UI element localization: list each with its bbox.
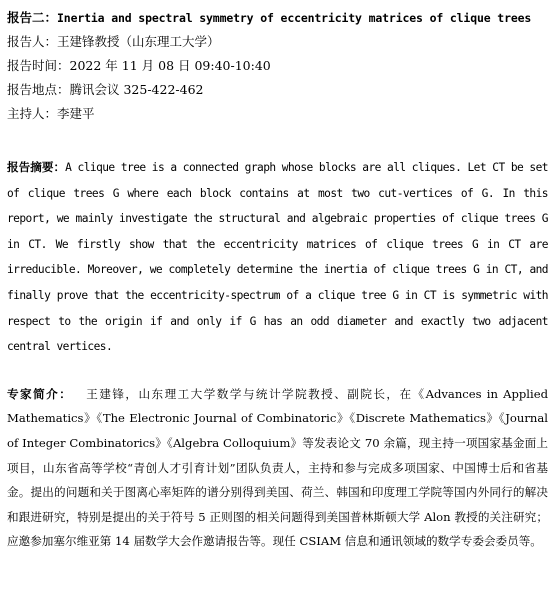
bio-paragraph <box>7 382 548 554</box>
bio-label: 专家简介： <box>7 386 73 401</box>
time-line: 报告时间：2022 年 11 月 08 日 09:40-10:40 <box>7 58 271 73</box>
host-line: 主持人：李建平 <box>7 106 95 121</box>
location-line: 报告地点：腾讯会议 325-422-462 <box>7 82 204 97</box>
spacer <box>7 126 548 155</box>
bio-text: 王建锋，山东理工大学数学与统计学院教授、副院长，在《Advances in Applied Mathematics》《The Electronic Journal of Combinatoric》《Discrete Mathematics》《Journal of Integer Combinatorics》《Algebra Colloquium》等发表论文 70 余篇，现主持一项国家基金面上项目，山东省高等学校“青创人才引育计划”团队负责人，主持和参与完成多项国家、中国博士后和省基金。提出的问题和关于图离心率矩阵的谱分别得到美国、荷兰、韩国和印度理工学院等国内外同行的解决和跟进研究，特别是提出的关于符号 5 正则图的相关问题得到美国普林斯顿大学 Alon 教授的关注研究；应邀参加塞尔维亚第 14 届数学大会作邀请报告等。现任 CSIAM 信息和通讯领域的数学专委会委员等。 <box>7 386 548 549</box>
report-title <box>7 0 548 30</box>
abstract-paragraph <box>7 155 548 360</box>
abstract-label: 报告摘要： <box>7 160 66 174</box>
abstract-text: A clique tree is a connected graph whose blocks are all cliques. Let CT be set of clique trees G where each block contains at most two cut-vertices of G. In this report, we mainly investigate the structural and algebraic properties of clique trees G in CT. We firstly show that the eccentricity matrices of clique trees G in CT are irreducible. Moreover, we completely determine the inertia of clique trees G in CT, and finally prove that the eccentricity-spectrum of a clique tree G in CT is symmetric with respect to the origin if and only if G has an odd diameter and exactly two adjacent central vertices. <box>7 161 548 354</box>
title-english: Inertia and spectral symmetry of eccentricity matrices of clique trees <box>57 11 532 25</box>
spacer <box>7 360 548 382</box>
speaker-line: 报告人：王建锋教授（山东理工大学） <box>7 34 220 49</box>
title-prefix: 报告二： <box>7 10 58 25</box>
